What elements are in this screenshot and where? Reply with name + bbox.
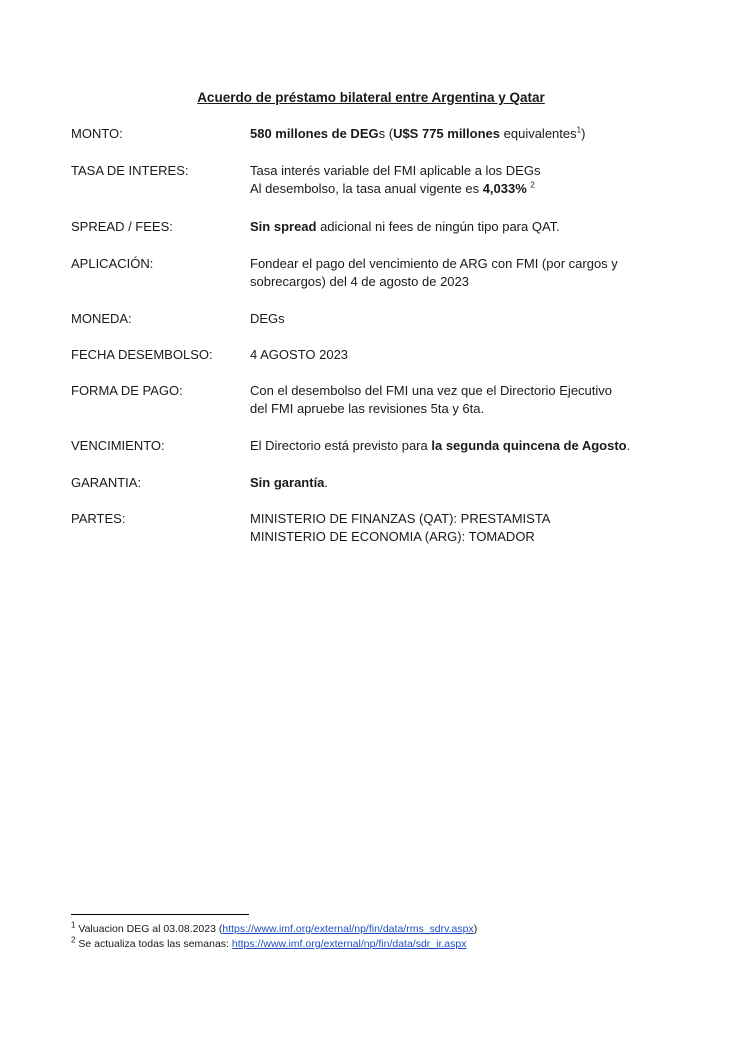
value-tasa	[250, 162, 682, 198]
partes-line-1: MINISTERIO DE FINANZAS (QAT): PRESTAMISTA	[250, 511, 551, 526]
value-spread	[250, 218, 682, 236]
row-forma-pago	[71, 382, 682, 418]
row-fecha	[71, 346, 682, 364]
tasa-rate: 4,033%	[482, 181, 527, 196]
vencimiento-bold: la segunda quincena de Agosto	[431, 438, 627, 453]
monto-amount-degs: 580 millones de DEG	[250, 126, 379, 141]
monto-amount-usd: U$S 775 millones	[393, 126, 501, 141]
footnote-2-number: 2	[71, 935, 76, 945]
document-title: Acuerdo de préstamo bilateral entre Argentina y Qatar	[197, 90, 545, 105]
aplicacion-line-2: sobrecargos) del 4 de agosto de 2023	[250, 274, 469, 289]
row-tasa	[71, 162, 682, 198]
value-garantia	[250, 474, 682, 492]
row-partes	[71, 510, 682, 546]
label-garantia: GARANTIA:	[71, 475, 142, 490]
footnote-1-end: )	[473, 923, 478, 935]
garantia-end: .	[324, 475, 329, 490]
value-forma-pago	[250, 382, 682, 418]
monto-text-3: )	[581, 126, 586, 141]
label-monto: MONTO:	[71, 126, 123, 141]
monto-text-1: s (	[378, 126, 394, 141]
label-forma-pago: FORMA DE PAGO:	[71, 383, 183, 398]
value-partes	[250, 510, 682, 546]
spread-text: adicional ni fees de ningún tipo para QAT.	[316, 219, 560, 234]
footnote-1-text: Valuacion DEG al 03.08.2023 (	[75, 923, 223, 935]
monto-text-2: equivalentes	[500, 126, 577, 141]
tasa-line-1: Tasa interés variable del FMI aplicable a los DEGs	[250, 163, 541, 178]
footnote-1	[71, 922, 477, 937]
garantia-bold: Sin garantía	[250, 475, 325, 490]
row-aplicacion	[71, 255, 682, 291]
tasa-line-2-text: Al desembolso, la tasa anual vigente es	[250, 181, 483, 196]
aplicacion-line-1: Fondear el pago del vencimiento de ARG con FMI (por cargos y	[250, 256, 618, 271]
footnote-ref-1[interactable]: 1	[576, 125, 582, 135]
label-partes: PARTES:	[71, 511, 126, 526]
row-vencimiento	[71, 437, 682, 455]
footnote-2	[71, 937, 477, 952]
vencimiento-end: .	[626, 438, 631, 453]
value-vencimiento	[250, 437, 682, 455]
footnote-1-number: 1	[71, 920, 76, 930]
footnotes	[71, 922, 477, 952]
row-spread	[71, 218, 682, 236]
label-fecha: FECHA DESEMBOLSO:	[71, 347, 213, 362]
value-moneda: DEGs	[250, 311, 285, 326]
label-aplicacion: APLICACIÓN:	[71, 256, 154, 271]
tasa-line-2	[250, 180, 682, 198]
row-moneda	[71, 310, 682, 328]
spread-bold: Sin spread	[250, 219, 317, 234]
value-monto	[250, 125, 682, 143]
footnote-ref-2[interactable]: 2	[530, 180, 535, 190]
forma-line-1: Con el desembolso del FMI una vez que el Directorio Ejecutivo	[250, 383, 613, 398]
value-fecha: 4 AGOSTO 2023	[250, 347, 349, 362]
footnote-2-text: Se actualiza todas las semanas:	[75, 938, 232, 950]
value-aplicacion	[250, 255, 682, 291]
vencimiento-text: El Directorio está previsto para	[250, 438, 432, 453]
footnote-separator	[71, 914, 249, 915]
footnote-1-link[interactable]: https://www.imf.org/external/np/fin/data/rms_sdrv.aspx	[222, 923, 474, 935]
label-tasa: TASA DE INTERES:	[71, 163, 189, 178]
footnote-2-link[interactable]: https://www.imf.org/external/np/fin/data/sdr_ir.aspx	[231, 938, 467, 950]
row-monto	[71, 125, 682, 143]
forma-line-2: del FMI apruebe las revisiones 5ta y 6ta.	[250, 401, 485, 416]
label-moneda: MONEDA:	[71, 311, 132, 326]
label-vencimiento: VENCIMIENTO:	[71, 438, 165, 453]
label-spread: SPREAD / FEES:	[71, 219, 173, 234]
row-garantia	[71, 474, 682, 492]
partes-line-2: MINISTERIO DE ECONOMIA (ARG): TOMADOR	[250, 529, 535, 544]
